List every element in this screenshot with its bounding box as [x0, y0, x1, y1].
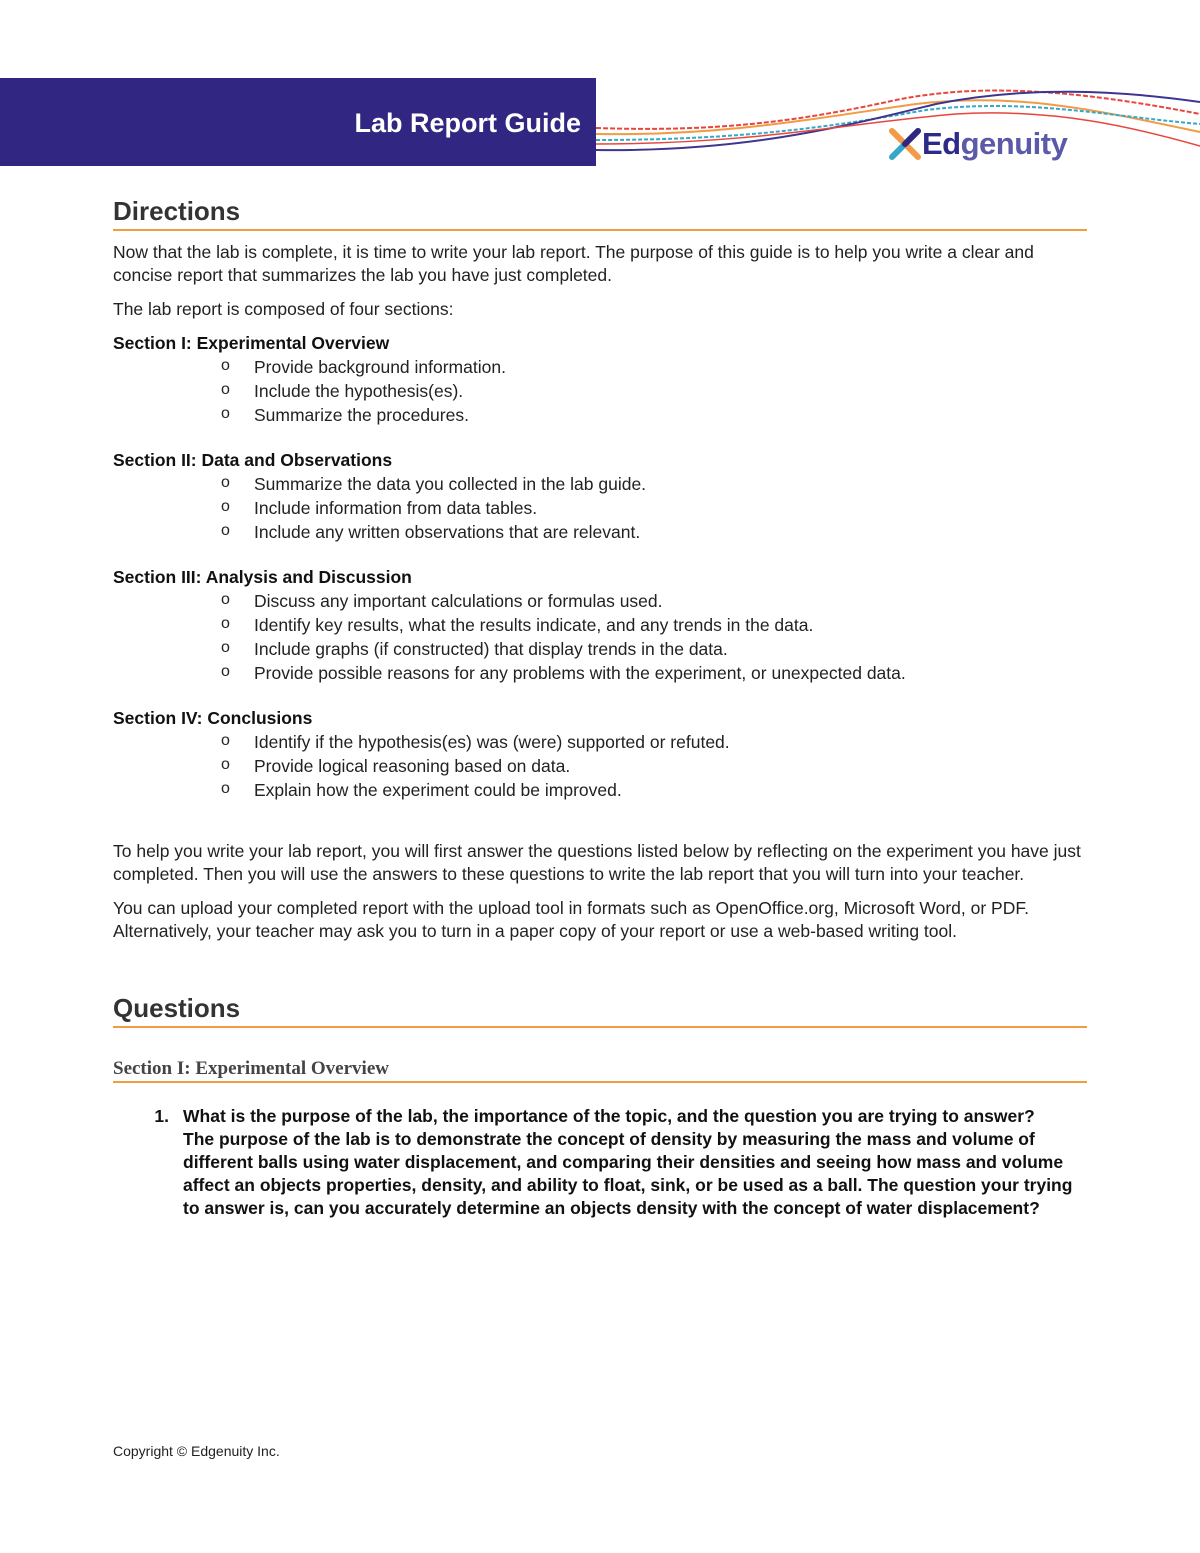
list-item: o Summarize the procedures.: [221, 403, 1087, 427]
section-1-title: Section I: Experimental Overview: [113, 333, 390, 353]
question-body: [183, 1105, 1087, 1220]
upload-paragraph: You can upload your completed report with the upload tool in formats such as OpenOffice.org, Microsoft Word, or PDF. Alternatively, your teacher may ask you to turn in a paper copy of your report or use a web-based writing tool.: [113, 898, 1029, 941]
header-band: [0, 78, 596, 166]
answer-text: The purpose of the lab is to demonstrate the concept of density by measuring the mass and volume of different balls using water displacement, and comparing their densities and seeing how mass and volume affect an objects properties, density, and ability to float, sink, or be used as a ball. The question your trying to answer is, can you accurately determine an objects density with the concept of water displacement?: [183, 1129, 1073, 1218]
document-body: [113, 196, 1087, 1220]
list-item: o Identify if the hypothesis(es) was (were) supported or refuted.: [221, 730, 1087, 754]
directions-heading: Directions: [113, 196, 1087, 231]
question-text: What is the purpose of the lab, the importance of the topic, and the question you are trying to answer?: [183, 1106, 1035, 1126]
page-title: Lab Report Guide: [354, 108, 581, 138]
list-item: o Provide logical reasoning based on data.: [221, 754, 1087, 778]
list-item: o Provide background information.: [221, 355, 1087, 379]
section-1-list: [113, 355, 1087, 427]
questions-section-heading: Section I: Experimental Overview: [113, 1058, 1087, 1083]
logo-text-a: Ed: [922, 126, 961, 161]
section-3-title: Section III: Analysis and Discussion: [113, 567, 412, 587]
directions-composition: The lab report is composed of four sections:: [113, 299, 454, 319]
list-item: o Provide possible reasons for any problems with the experiment, or unexpected data.: [221, 661, 1087, 685]
section-1-block: [113, 332, 1087, 427]
questions-heading: Questions: [113, 993, 1087, 1028]
section-2-title: Section II: Data and Observations: [113, 450, 393, 470]
logo-text-b: genuity: [960, 126, 1068, 161]
section-2-list: [113, 472, 1087, 544]
list-item: o Include information from data tables.: [221, 496, 1087, 520]
list-item: o Discuss any important calculations or formulas used.: [221, 589, 1087, 613]
list-item: o Include any written observations that are relevant.: [221, 520, 1087, 544]
question-item: [113, 1105, 1087, 1220]
section-2-block: [113, 449, 1087, 544]
help-paragraph: To help you write your lab report, you will first answer the questions listed below by reflecting on the experiment you have just completed. Then you will use the answers to these questions to write the lab report that you will turn into your teacher.: [113, 841, 1081, 884]
section-3-block: [113, 566, 1087, 685]
section-4-list: [113, 730, 1087, 802]
edgenuity-logo: [888, 124, 1067, 164]
list-item: o Identify key results, what the results indicate, and any trends in the data.: [221, 613, 1087, 637]
logo-wordmark: [922, 126, 1067, 162]
section-3-list: [113, 589, 1087, 685]
section-4-title: Section IV: Conclusions: [113, 708, 313, 728]
copyright-footer: Copyright © Edgenuity Inc.: [113, 1443, 280, 1459]
directions-intro: Now that the lab is complete, it is time to write your lab report. The purpose of this guide is to help you write a clear and concise report that summarizes the lab you have just completed.: [113, 242, 1034, 285]
logo-x-icon: [888, 127, 922, 161]
list-item: o Include graphs (if constructed) that display trends in the data.: [221, 637, 1087, 661]
list-item: o Include the hypothesis(es).: [221, 379, 1087, 403]
list-item: o Explain how the experiment could be improved.: [221, 778, 1087, 802]
question-number: 1.: [154, 1106, 169, 1126]
list-item: o Summarize the data you collected in the lab guide.: [221, 472, 1087, 496]
section-4-block: [113, 707, 1087, 802]
